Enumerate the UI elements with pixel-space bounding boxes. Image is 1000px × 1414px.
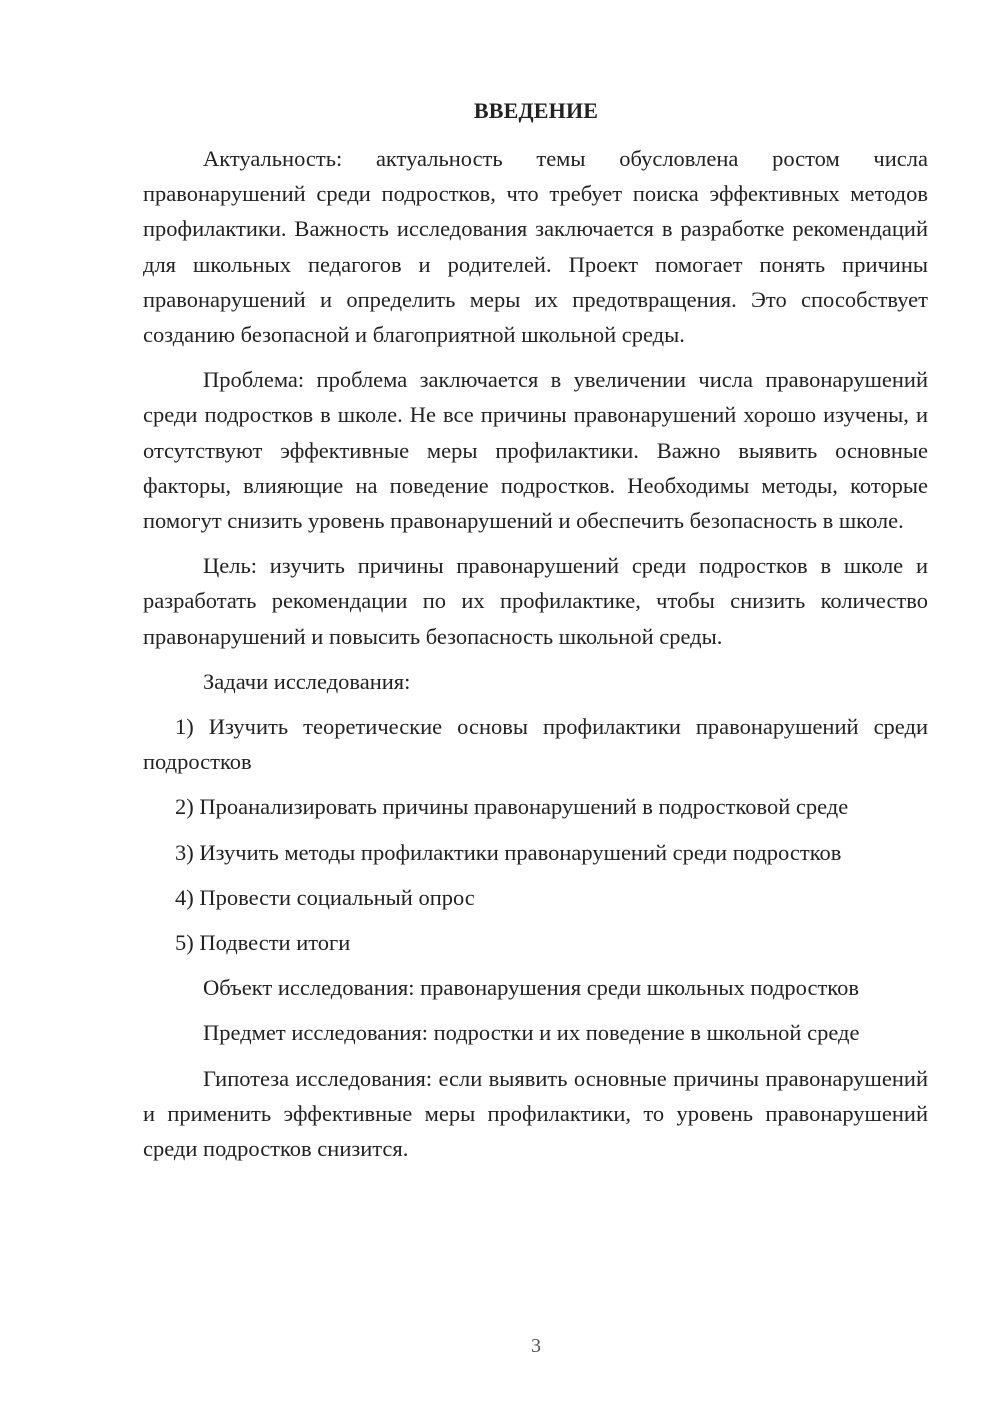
- research-subject-paragraph: Предмет исследования: подростки и их поведение в школьной среде: [203, 1020, 860, 1046]
- page-title: ВВЕДЕНИЕ: [473, 98, 599, 123]
- hypothesis-paragraph: Гипотеза исследования: если выявить основные причины правонарушений и применить эффективные меры профилактики, то уровень правонарушений среди подростков снизится.: [143, 1065, 928, 1162]
- document-body: [143, 141, 928, 1176]
- task-item-5: 5) Подвести итоги: [175, 930, 351, 956]
- problem-paragraph: Проблема: проблема заключается в увеличении числа правонарушений среди подростков в школе. Не все причины правонарушений хорошо изучены, и отсутствуют эффективные меры профилактики. Важно выявить основные факторы, влияющие на поведение подростков. Необходимы методы, которые помогут снизить уровень правонарушений и обеспечить безопасность в школе.: [143, 367, 928, 534]
- goal-paragraph: Цель: изучить причины правонарушений среди подростков в школе и разработать рекомендации по их профилактике, чтобы снизить количество правонарушений и повысить безопасность школьной среды.: [143, 553, 928, 649]
- research-object-paragraph: Объект исследования: правонарушения среди школьных подростков: [203, 975, 859, 1001]
- task-item-4: 4) Провести социальный опрос: [175, 884, 475, 910]
- task-item-3: 3) Изучить методы профилактики правонарушений среди подростков: [175, 839, 842, 865]
- page-number: 3: [531, 1335, 541, 1357]
- tasks-heading: Задачи исследования:: [203, 668, 411, 694]
- task-item-1: 1) Изучить теоретические основы профилактики правонарушений среди подростков: [143, 714, 928, 775]
- task-item-2: 2) Проанализировать причины правонарушений в подростковой среде: [175, 794, 849, 820]
- relevance-paragraph: Актуальность: актуальность темы обусловлена ростом числа правонарушений среди подростков, что требует поиска эффективных методов профилактики. Важность исследования заключается в разработке рекомендаций для школьных педагогов и родителей. Проект помогает понять причины правонарушений и определить меры их предотвращения. Это способствует созданию безопасной и благоприятной школьной среды.: [143, 146, 928, 348]
